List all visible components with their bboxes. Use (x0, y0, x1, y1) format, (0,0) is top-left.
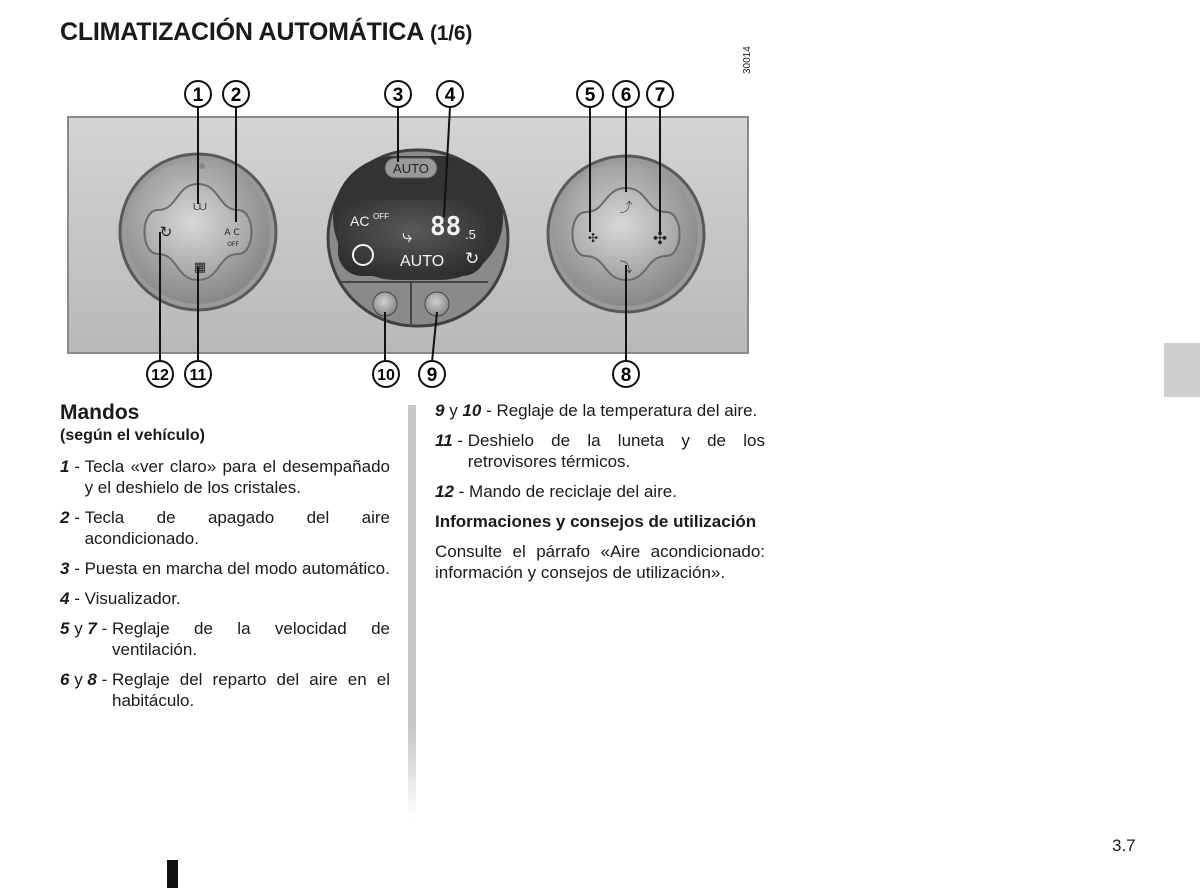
fan-low-icon[interactable]: ✣ (587, 231, 599, 245)
callout-11 (185, 361, 211, 387)
left-column (60, 400, 390, 720)
display-auto-text: AUTO (400, 253, 445, 270)
svg-text:7: 7 (654, 85, 666, 106)
display-ac-text: AC (350, 213, 370, 229)
callout-10 (373, 361, 399, 387)
display-airflow-icon: ⤷ (402, 226, 413, 246)
svg-text:8: 8 (620, 365, 632, 386)
svg-text:9: 9 (426, 365, 438, 386)
svg-text:6: 6 (620, 85, 632, 106)
list-item: 1 - Tecla «ver claro» para el desempañado y el deshielo de los cristales. (60, 457, 390, 497)
auto-button-label: AUTO (393, 161, 429, 176)
callout-9 (419, 361, 445, 387)
display-temp: 88 (430, 212, 462, 242)
list-item: 9 y 10 - Reglaje de la temperatura del aire. (435, 401, 758, 420)
control-panel-figure (60, 72, 770, 397)
list-item: 11 - Deshielo de la luneta y de los retrovisores térmicos. (435, 431, 765, 471)
list-item: 5 y 7 - Reglaje de la velocidad de ventilación. (60, 619, 390, 659)
callout-8 (613, 361, 639, 387)
tips-paragraph: Consulte el párrafo «Aire acondicionado: información y consejos de utilización». (435, 542, 765, 582)
svg-text:2: 2 (230, 85, 242, 106)
fan-high-icon[interactable]: ✣ (652, 229, 668, 248)
right-column (435, 400, 765, 583)
display-recirc-icon: ↻ (465, 249, 480, 268)
callout-4 (437, 81, 463, 107)
callout-6 (613, 81, 639, 107)
svg-text:12: 12 (151, 367, 169, 384)
figure-code: 30014 (742, 46, 753, 74)
page-number: 3.7 (1112, 836, 1136, 855)
title-text: CLIMATIZACIÓN AUTOMÁTICA (60, 18, 424, 46)
svg-text:1: 1 (192, 85, 204, 106)
column-divider (408, 405, 416, 820)
center-display-unit (328, 150, 508, 326)
rear-defrost-icon[interactable]: ▦ (193, 260, 207, 275)
callout-3 (385, 81, 411, 107)
display-off-text: OFF (373, 212, 389, 221)
section-subheading: (según el vehículo) (60, 427, 205, 444)
display-temp-decimal: .5 (465, 227, 476, 242)
air-distribution-down-icon[interactable]: ⤵ (619, 260, 633, 275)
chapter-tab (1164, 343, 1200, 397)
callout-2 (223, 81, 249, 107)
recirculation-icon[interactable]: ↻ (159, 223, 173, 241)
ac-off-key[interactable]: A C (224, 228, 240, 238)
section-heading: Mandos (60, 401, 140, 424)
title-part: (1/6) (429, 22, 473, 45)
page-title (60, 18, 472, 47)
air-distribution-up-icon[interactable]: ⤴ (619, 200, 633, 215)
callout-12 (147, 361, 173, 387)
crop-mark (167, 860, 178, 888)
ac-off-key-sup: OFF (227, 241, 239, 248)
svg-text:11: 11 (189, 367, 207, 384)
svg-text:5: 5 (584, 85, 596, 106)
svg-text:4: 4 (444, 85, 456, 106)
svg-text:10: 10 (377, 367, 395, 384)
callout-1 (185, 81, 211, 107)
list-item: 4 - Visualizador. (60, 589, 181, 608)
list-item: 3 - Puesta en marcha del modo automático. (60, 559, 390, 578)
list-item: 6 y 8 - Reglaje del reparto del aire en el habitáculo. (60, 670, 390, 710)
list-item: 2 - Tecla de apagado del aire acondicionado. (60, 508, 390, 548)
callout-5 (577, 81, 603, 107)
list-item: 12 - Mando de reciclaje del aire. (435, 482, 677, 501)
callout-7 (647, 81, 673, 107)
tips-heading: Informaciones y consejos de utilización (435, 512, 757, 531)
defrost-icon[interactable]: ⩊ (193, 199, 207, 214)
svg-text:3: 3 (392, 85, 404, 106)
